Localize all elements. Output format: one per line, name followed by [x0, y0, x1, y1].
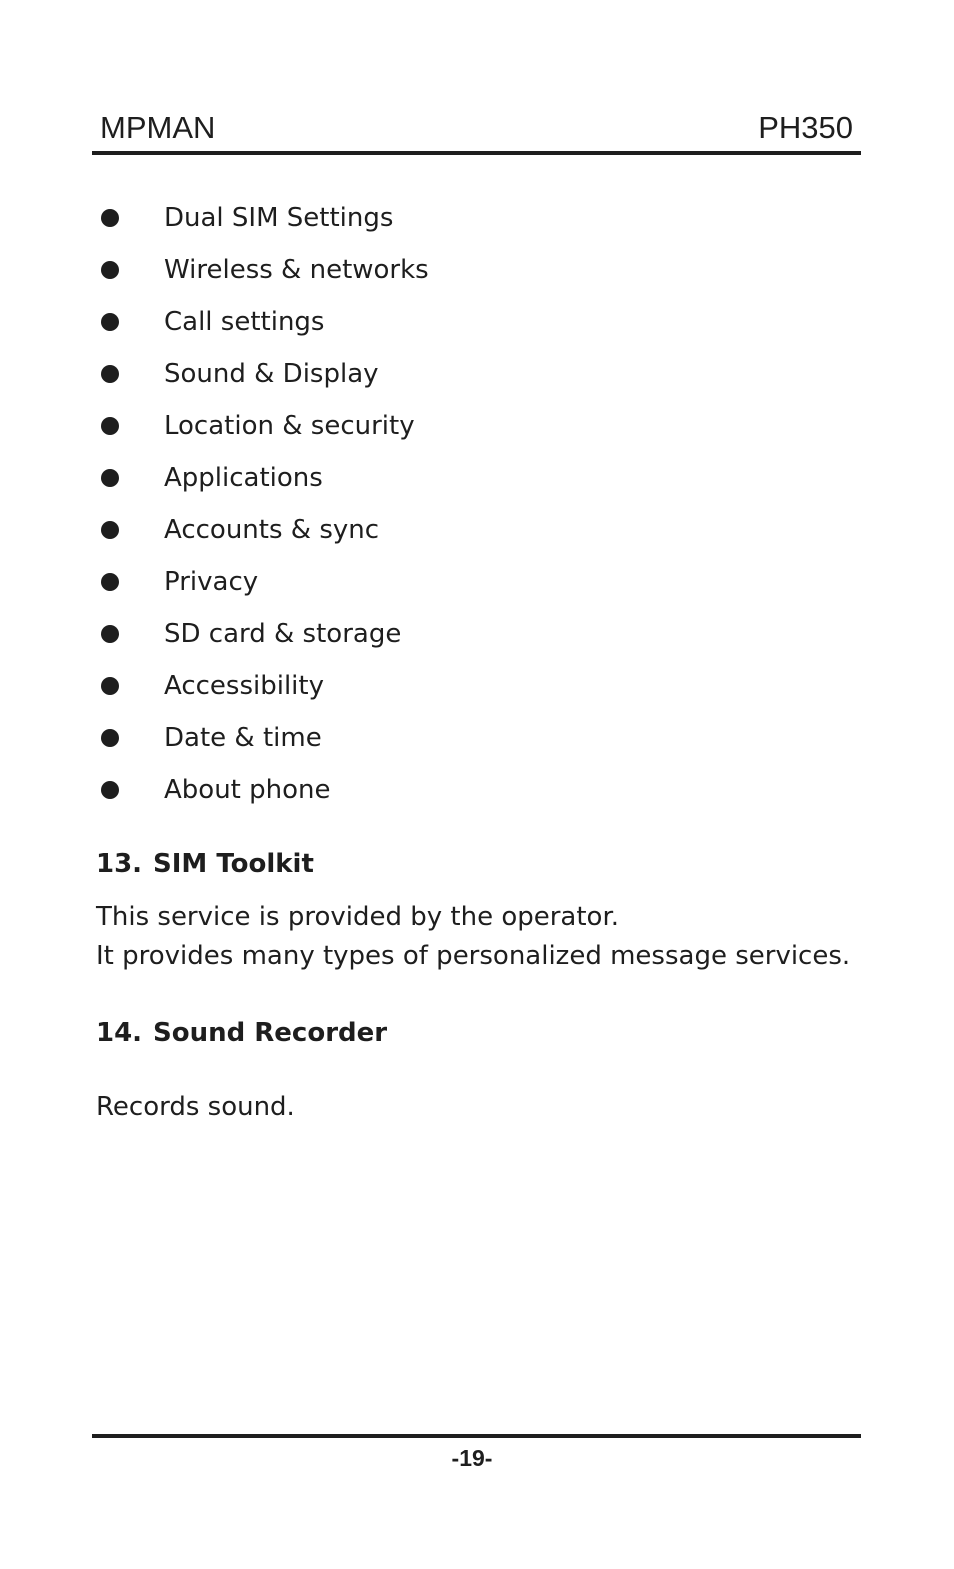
list-item-label: Privacy [164, 567, 259, 597]
section-title: Sound Recorder [153, 1018, 388, 1048]
bullet-icon [101, 573, 119, 591]
section-heading-sound-recorder [96, 1013, 387, 1053]
bullet-icon [101, 365, 119, 383]
list-item-label: Date & time [164, 723, 322, 753]
list-item [92, 192, 861, 244]
list-item-label: Location & security [164, 411, 415, 441]
list-item [92, 608, 861, 660]
bullet-icon [101, 209, 119, 227]
section-title: SIM Toolkit [153, 849, 314, 879]
section-number: 13. [96, 849, 143, 879]
section-number: 14. [96, 1018, 143, 1048]
bullet-icon [101, 625, 119, 643]
list-item [92, 504, 861, 556]
list-item [92, 660, 861, 712]
bullet-icon [101, 261, 119, 279]
list-item [92, 452, 861, 504]
section-heading-sim-toolkit [96, 844, 314, 884]
bullet-icon [101, 677, 119, 695]
list-item-label: Call settings [164, 307, 325, 337]
bullet-icon [101, 469, 119, 487]
page-header [92, 108, 861, 150]
page-number: -19- [451, 1445, 493, 1471]
list-item-label: Dual SIM Settings [164, 203, 394, 233]
list-item [92, 348, 861, 400]
list-item-label: Accounts & sync [164, 515, 380, 545]
model-name: PH350 [758, 110, 853, 145]
list-item [92, 556, 861, 608]
list-item-label: Accessibility [164, 671, 324, 701]
bullet-icon [101, 521, 119, 539]
bullet-icon [101, 313, 119, 331]
list-item-label: Wireless & networks [164, 255, 429, 285]
header-divider [92, 151, 861, 155]
list-item [92, 712, 861, 764]
list-item-label: SD card & storage [164, 619, 402, 649]
section-body-line: It provides many types of personalized message services. [96, 941, 851, 971]
list-item-label: Applications [164, 463, 323, 493]
bullet-icon [101, 781, 119, 799]
list-item [92, 764, 861, 816]
settings-list [92, 192, 861, 816]
section-body-line: Records sound. [96, 1092, 295, 1122]
list-item [92, 400, 861, 452]
list-item-label: About phone [164, 775, 331, 805]
list-item [92, 296, 861, 348]
list-item-label: Sound & Display [164, 359, 379, 389]
footer-divider [92, 1434, 861, 1438]
list-item [92, 244, 861, 296]
bullet-icon [101, 417, 119, 435]
bullet-icon [101, 729, 119, 747]
section-body-line: This service is provided by the operator. [96, 902, 620, 932]
brand-name: MPMAN [100, 110, 216, 145]
